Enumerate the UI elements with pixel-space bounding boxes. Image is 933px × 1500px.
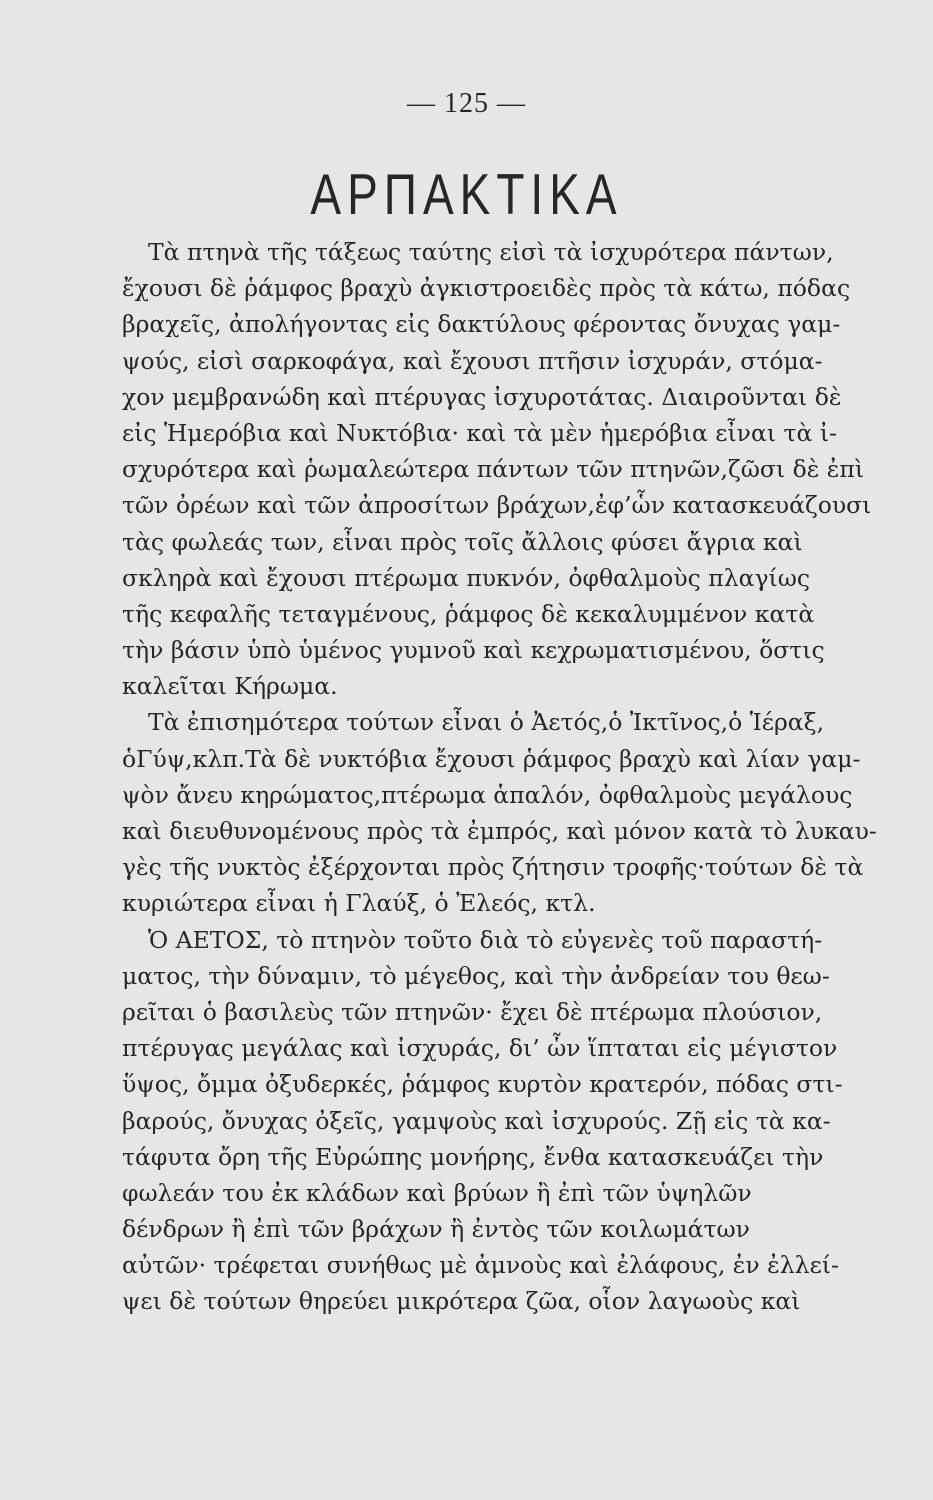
text-line: Τὰ ἐπισημότερα τούτων εἶναι ὁ Ἀετός,ὁ Ἰκτῖνος,ὁ Ἱέραξ, — [148, 708, 825, 737]
page-number: — 125 — — [407, 88, 526, 119]
text-line: φωλεάν του ἐκ κλάδων καὶ βρύων ἢ ἐπὶ τῶν ὑψηλῶν — [122, 1178, 752, 1207]
text-line: ὁΓύψ,κλπ.Τὰ δὲ νυκτόβια ἔχουσι ῥάμφος βραχὺ καὶ λίαν γαμ- — [122, 744, 861, 773]
text-line: τὴν βάσιν ὑπὸ ὑμένος γυμνοῦ καὶ κεχρωματισμένου, ὅστις — [122, 636, 825, 665]
text-line: σχυρότερα καὶ ῥωμαλεώτερα πάντων τῶν πτηνῶν,ζῶσι δὲ ἐπὶ — [122, 455, 865, 484]
chapter-heading: ΑΡΠΑΚΤΙΚΑ — [310, 161, 623, 227]
text-line: βραχεῖς, ἀπολήγοντας εἰς δακτύλους φέροντας ὄνυχας γαμ- — [122, 310, 841, 339]
text-line: ρεῖται ὁ βασιλεὺς τῶν πτηνῶν· ἔχει δὲ πτέρωμα πλούσιον, — [122, 997, 823, 1026]
text-line: τῶν ὀρέων καὶ τῶν ἀπροσίτων βράχων,ἐφ’ὧν κατασκευάζουσι — [122, 491, 872, 520]
text-line: δένδρων ἢ ἐπὶ τῶν βράχων ἢ ἐντὸς τῶν κοιλωμάτων — [122, 1215, 750, 1244]
text-line: βαρούς, ὄνυχας ὀξεῖς, γαμψοὺς καὶ ἰσχυρούς. Ζῇ εἰς τὰ κα- — [122, 1106, 831, 1135]
text-line: κυριώτερα εἶναι ἡ Γλαύξ, ὁ Ἐλεός, κτλ. — [122, 889, 596, 918]
text-line: εἰς Ἡμερόβια καὶ Νυκτόβια· καὶ τὰ μὲν ἡμερόβια εἶναι τὰ ἰ- — [122, 418, 837, 447]
text-line: ψὸν ἄνευ κηρώματος,πτέρωμα ἁπαλόν, ὀφθαλμοὺς μεγάλους — [122, 780, 853, 809]
text-line: ἔχουσι δὲ ῥάμφος βραχὺ ἀγκιστροειδὲς πρὸς τὰ κάτω, πόδας — [122, 274, 851, 303]
text-line: καὶ διευθυνομένους πρὸς τὰ ἐμπρός, καὶ μόνον κατὰ τὸ λυκαυ- — [122, 817, 877, 845]
body-text — [122, 234, 877, 1320]
text-line: τάφυτα ὄρη τῆς Εὐρώπης μονήρης, ἔνθα κατασκευάζει τὴν — [122, 1142, 824, 1171]
text-line: ψει δὲ τούτων θηρεύει μικρότερα ζῶα, οἷον λαγωοὺς καὶ — [122, 1287, 801, 1316]
text-line: Τὰ πτηνὰ τῆς τάξεως ταύτης εἰσὶ τὰ ἰσχυρότερα πάντων, — [148, 238, 834, 266]
text-line: Ὁ ΑΕΤΟΣ, τὸ πτηνὸν τοῦτο διὰ τὸ εὐγενὲς τοῦ παραστή- — [148, 925, 823, 954]
text-line: γὲς τῆς νυκτὸς ἐξέρχονται πρὸς ζήτησιν τροφῆς·τούτων δὲ τὰ — [122, 853, 864, 882]
text-line: τῆς κεφαλῆς τεταγμένους, ῥάμφος δὲ κεκαλυμμένον κατὰ — [122, 599, 815, 628]
text-line: χον μεμβρανώδη καὶ πτέρυγας ἰσχυροτάτας. Διαιροῦνται δὲ — [122, 382, 842, 411]
text-line: ψούς, εἰσὶ σαρκοφάγα, καὶ ἔχουσι πτῆσιν ἰσχυράν, στόμα- — [122, 346, 823, 375]
text-line: καλεῖται Κήρωμα. — [122, 672, 338, 701]
text-line: τὰς φωλεάς των, εἶναι πρὸς τοῖς ἄλλοις φύσει ἄγρια καὶ — [122, 527, 803, 556]
text-line: αὐτῶν· τρέφεται συνήθως μὲ ἀμνοὺς καὶ ἐλάφους, ἐν ἐλλεί- — [122, 1251, 839, 1280]
text-line: πτέρυγας μεγάλας καὶ ἰσχυράς, δι’ ὧν ἵπταται εἰς μέγιστον — [122, 1034, 838, 1063]
text-line: ὕψος, ὄμμα ὀξυδερκές, ῥάμφος κυρτὸν κρατερόν, πόδας στι- — [122, 1070, 843, 1099]
text-line: σκληρὰ καὶ ἔχουσι πτέρωμα πυκνόν, ὀφθαλμοὺς πλαγίως — [122, 563, 811, 592]
text-line: ματος, τὴν δύναμιν, τὸ μέγεθος, καὶ τὴν ἀνδρείαν του θεω- — [122, 961, 830, 990]
